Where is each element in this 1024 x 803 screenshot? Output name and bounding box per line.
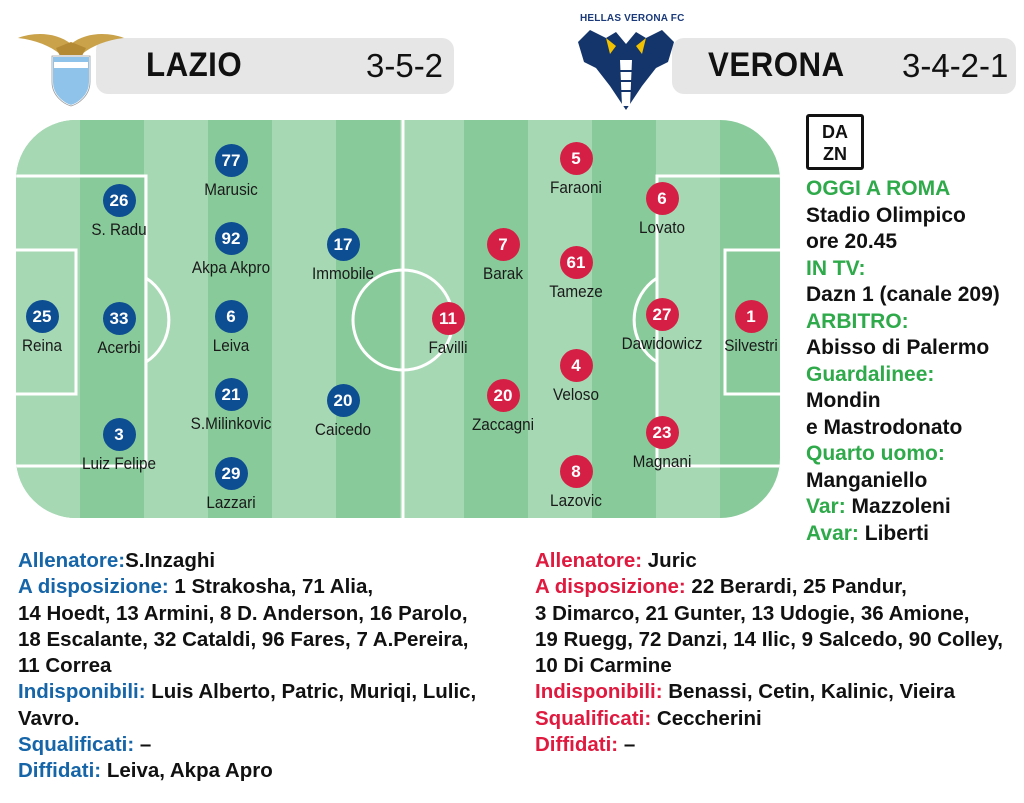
home-team-name: LAZIO xyxy=(146,46,243,84)
player-name: Tameze xyxy=(549,282,603,301)
player-home-9 xyxy=(171,457,291,513)
shirt-number: 61 xyxy=(560,246,593,279)
shirt-number: 77 xyxy=(215,144,248,177)
player-name: Akpa Akpro xyxy=(191,258,271,277)
player-name: Zaccagni xyxy=(471,415,535,434)
player-name: Favilli xyxy=(428,338,468,357)
away-warned-row xyxy=(535,732,1020,758)
home-unavailable-line-1: Luis Alberto, Patric, Muriqi, Lulic, xyxy=(145,680,477,704)
player-name: Reina xyxy=(22,336,62,355)
player-name: S.Milinkovic xyxy=(190,414,272,433)
player-name: Immobile xyxy=(311,264,375,283)
away-bench-line-1: 22 Berardi, 25 Pandur, xyxy=(685,575,907,599)
shirt-number: 17 xyxy=(327,228,360,261)
home-unavailable-row xyxy=(18,679,518,705)
shirt-number: 6 xyxy=(646,182,679,215)
player-name: Lovato xyxy=(639,218,685,237)
home-bench-line-3: 18 Escalante, 32 Cataldi, 96 Fares, 7 A.Pereira, xyxy=(18,627,469,651)
player-name: Dawidowicz xyxy=(621,334,703,353)
home-bench-line-4: 11 Correa xyxy=(18,654,112,678)
home-bench-line-2: 14 Hoedt, 13 Armini, 8 D. Anderson, 16 Parolo, xyxy=(18,601,468,625)
shirt-number: 26 xyxy=(103,184,136,217)
away-bench-line-4: 10 Di Carmine xyxy=(535,654,672,678)
shirt-number: 27 xyxy=(646,298,679,331)
player-away-10 xyxy=(443,379,563,435)
player-home-5 xyxy=(171,144,291,200)
away-unavailable-row xyxy=(535,679,1020,705)
shirt-number: 7 xyxy=(487,228,520,261)
away-suspended-label: Squalificati: xyxy=(535,706,652,730)
player-home-6 xyxy=(171,222,291,278)
venue-label: OGGI A ROMA xyxy=(806,177,951,200)
away-module: 3-4-2-1 xyxy=(902,47,1009,84)
match-info xyxy=(806,176,1016,547)
away-suspended-row xyxy=(535,706,1020,732)
shirt-number: 6 xyxy=(215,300,248,333)
player-name: Faraoni xyxy=(550,178,602,197)
player-home-8 xyxy=(171,378,291,434)
avar-row xyxy=(806,521,1016,548)
avar: Liberti xyxy=(858,521,929,545)
player-home-2 xyxy=(59,184,179,240)
home-suspended: – xyxy=(134,733,152,757)
shirt-number: 4 xyxy=(560,349,593,382)
shirt-number: 5 xyxy=(560,142,593,175)
player-away-5 xyxy=(516,142,636,198)
shirt-number: 1 xyxy=(735,300,768,333)
home-unavailable-line-2: Vavro. xyxy=(18,706,80,730)
tv-label: IN TV: xyxy=(806,256,866,280)
verona-crest-icon xyxy=(576,26,676,112)
player-home-7 xyxy=(171,300,291,356)
away-unavailable-line-1: Benassi, Cetin, Kalinic, Vieira xyxy=(662,680,955,704)
fourth-official-label: Quarto uomo: xyxy=(806,442,945,465)
player-name: Lazzari xyxy=(206,493,256,512)
home-unavailable-label: Indisponibili: xyxy=(18,680,146,704)
shirt-number: 29 xyxy=(215,457,248,490)
tv-channel: Dazn 1 (canale 209) xyxy=(806,283,1000,306)
shirt-number: 20 xyxy=(327,384,360,417)
away-team-name: VERONA xyxy=(708,46,845,84)
away-bench-line-2: 3 Dimarco, 21 Gunter, 13 Udogie, 36 Amione, xyxy=(535,601,970,625)
svg-text:DA: DA xyxy=(822,122,848,142)
player-home-10 xyxy=(283,228,403,284)
home-coach-row xyxy=(18,548,518,574)
player-name: Caicedo xyxy=(314,420,372,439)
player-home-11 xyxy=(283,384,403,440)
shirt-number: 23 xyxy=(646,416,679,449)
lazio-crest-icon xyxy=(16,28,126,108)
player-away-3 xyxy=(602,298,722,354)
venue-line-2: ore 20.45 xyxy=(806,230,898,253)
pitch xyxy=(16,120,780,518)
home-warned-label: Diffidati: xyxy=(18,759,102,783)
away-bench-line-3: 19 Ruegg, 72 Danzi, 14 Ilic, 9 Salcedo, 90 Colley, xyxy=(535,627,1003,651)
fourth-official: Manganiello xyxy=(806,468,928,492)
shirt-number: 21 xyxy=(215,378,248,411)
home-bench-row xyxy=(18,574,518,600)
away-bench-row xyxy=(535,574,1020,600)
away-warned: – xyxy=(618,733,636,757)
home-suspended-row xyxy=(18,732,518,758)
player-name: Magnani xyxy=(632,452,692,471)
away-coach-label: Allenatore: xyxy=(535,549,643,572)
shirt-number: 92 xyxy=(215,222,248,255)
away-bench-label: A disposizione: xyxy=(535,575,686,599)
player-away-8 xyxy=(516,455,636,511)
home-warned-row xyxy=(18,758,518,784)
player-home-4 xyxy=(59,418,179,474)
referee: Abisso di Palermo xyxy=(806,336,990,359)
shirt-number: 11 xyxy=(432,302,465,335)
away-unavailable-label: Indisponibili: xyxy=(535,680,663,704)
linesmen-label: Guardalinee: xyxy=(806,362,935,386)
shirt-number: 8 xyxy=(560,455,593,488)
player-away-11 xyxy=(388,302,508,358)
shirt-number: 3 xyxy=(103,418,136,451)
away-coach: Juric xyxy=(642,549,697,572)
home-module: 3-5-2 xyxy=(366,47,444,84)
player-name: Luiz Felipe xyxy=(82,454,156,473)
venue-line-1: Stadio Olimpico xyxy=(806,203,966,227)
player-name: Acerbi xyxy=(97,338,141,357)
dazn-logo xyxy=(806,114,864,170)
player-name: Veloso xyxy=(553,385,599,404)
player-name: Leiva xyxy=(212,336,250,355)
player-name: Barak xyxy=(483,264,523,283)
home-roster xyxy=(18,548,518,785)
player-name: Lazovic xyxy=(550,491,602,510)
linesmen-line-1: Mondin xyxy=(806,389,881,412)
player-name: Silvestri xyxy=(724,336,778,355)
avar-label: Avar: xyxy=(806,521,859,545)
home-coach: S.Inzaghi xyxy=(125,549,216,572)
home-warned: Leiva, Akpa Apro xyxy=(101,759,273,783)
verona-club-name: HELLAS VERONA FC xyxy=(580,13,685,24)
var-label: Var: xyxy=(806,495,846,518)
linesmen-line-2: e Mastrodonato xyxy=(806,415,963,439)
away-roster xyxy=(535,548,1020,758)
away-warned-label: Diffidati: xyxy=(535,733,619,757)
home-bench-label: A disposizione: xyxy=(18,575,169,599)
home-bench-line-1: 1 Strakosha, 71 Alia, xyxy=(168,575,374,599)
home-coach-label: Allenatore: xyxy=(18,549,126,572)
home-suspended-label: Squalificati: xyxy=(18,733,135,757)
shirt-number: 25 xyxy=(26,300,59,333)
player-home-3 xyxy=(59,302,179,358)
svg-text:ZN: ZN xyxy=(823,144,847,164)
shirt-number: 20 xyxy=(487,379,520,412)
shirt-number: 33 xyxy=(103,302,136,335)
player-away-9 xyxy=(443,228,563,284)
player-name: Marusic xyxy=(204,180,258,199)
var-row xyxy=(806,494,1016,521)
player-name: S. Radu xyxy=(91,220,147,239)
away-coach-row xyxy=(535,548,1020,574)
away-suspended: Ceccherini xyxy=(651,706,762,730)
var: Mazzoleni xyxy=(845,495,951,518)
referee-label: ARBITRO: xyxy=(806,309,909,333)
